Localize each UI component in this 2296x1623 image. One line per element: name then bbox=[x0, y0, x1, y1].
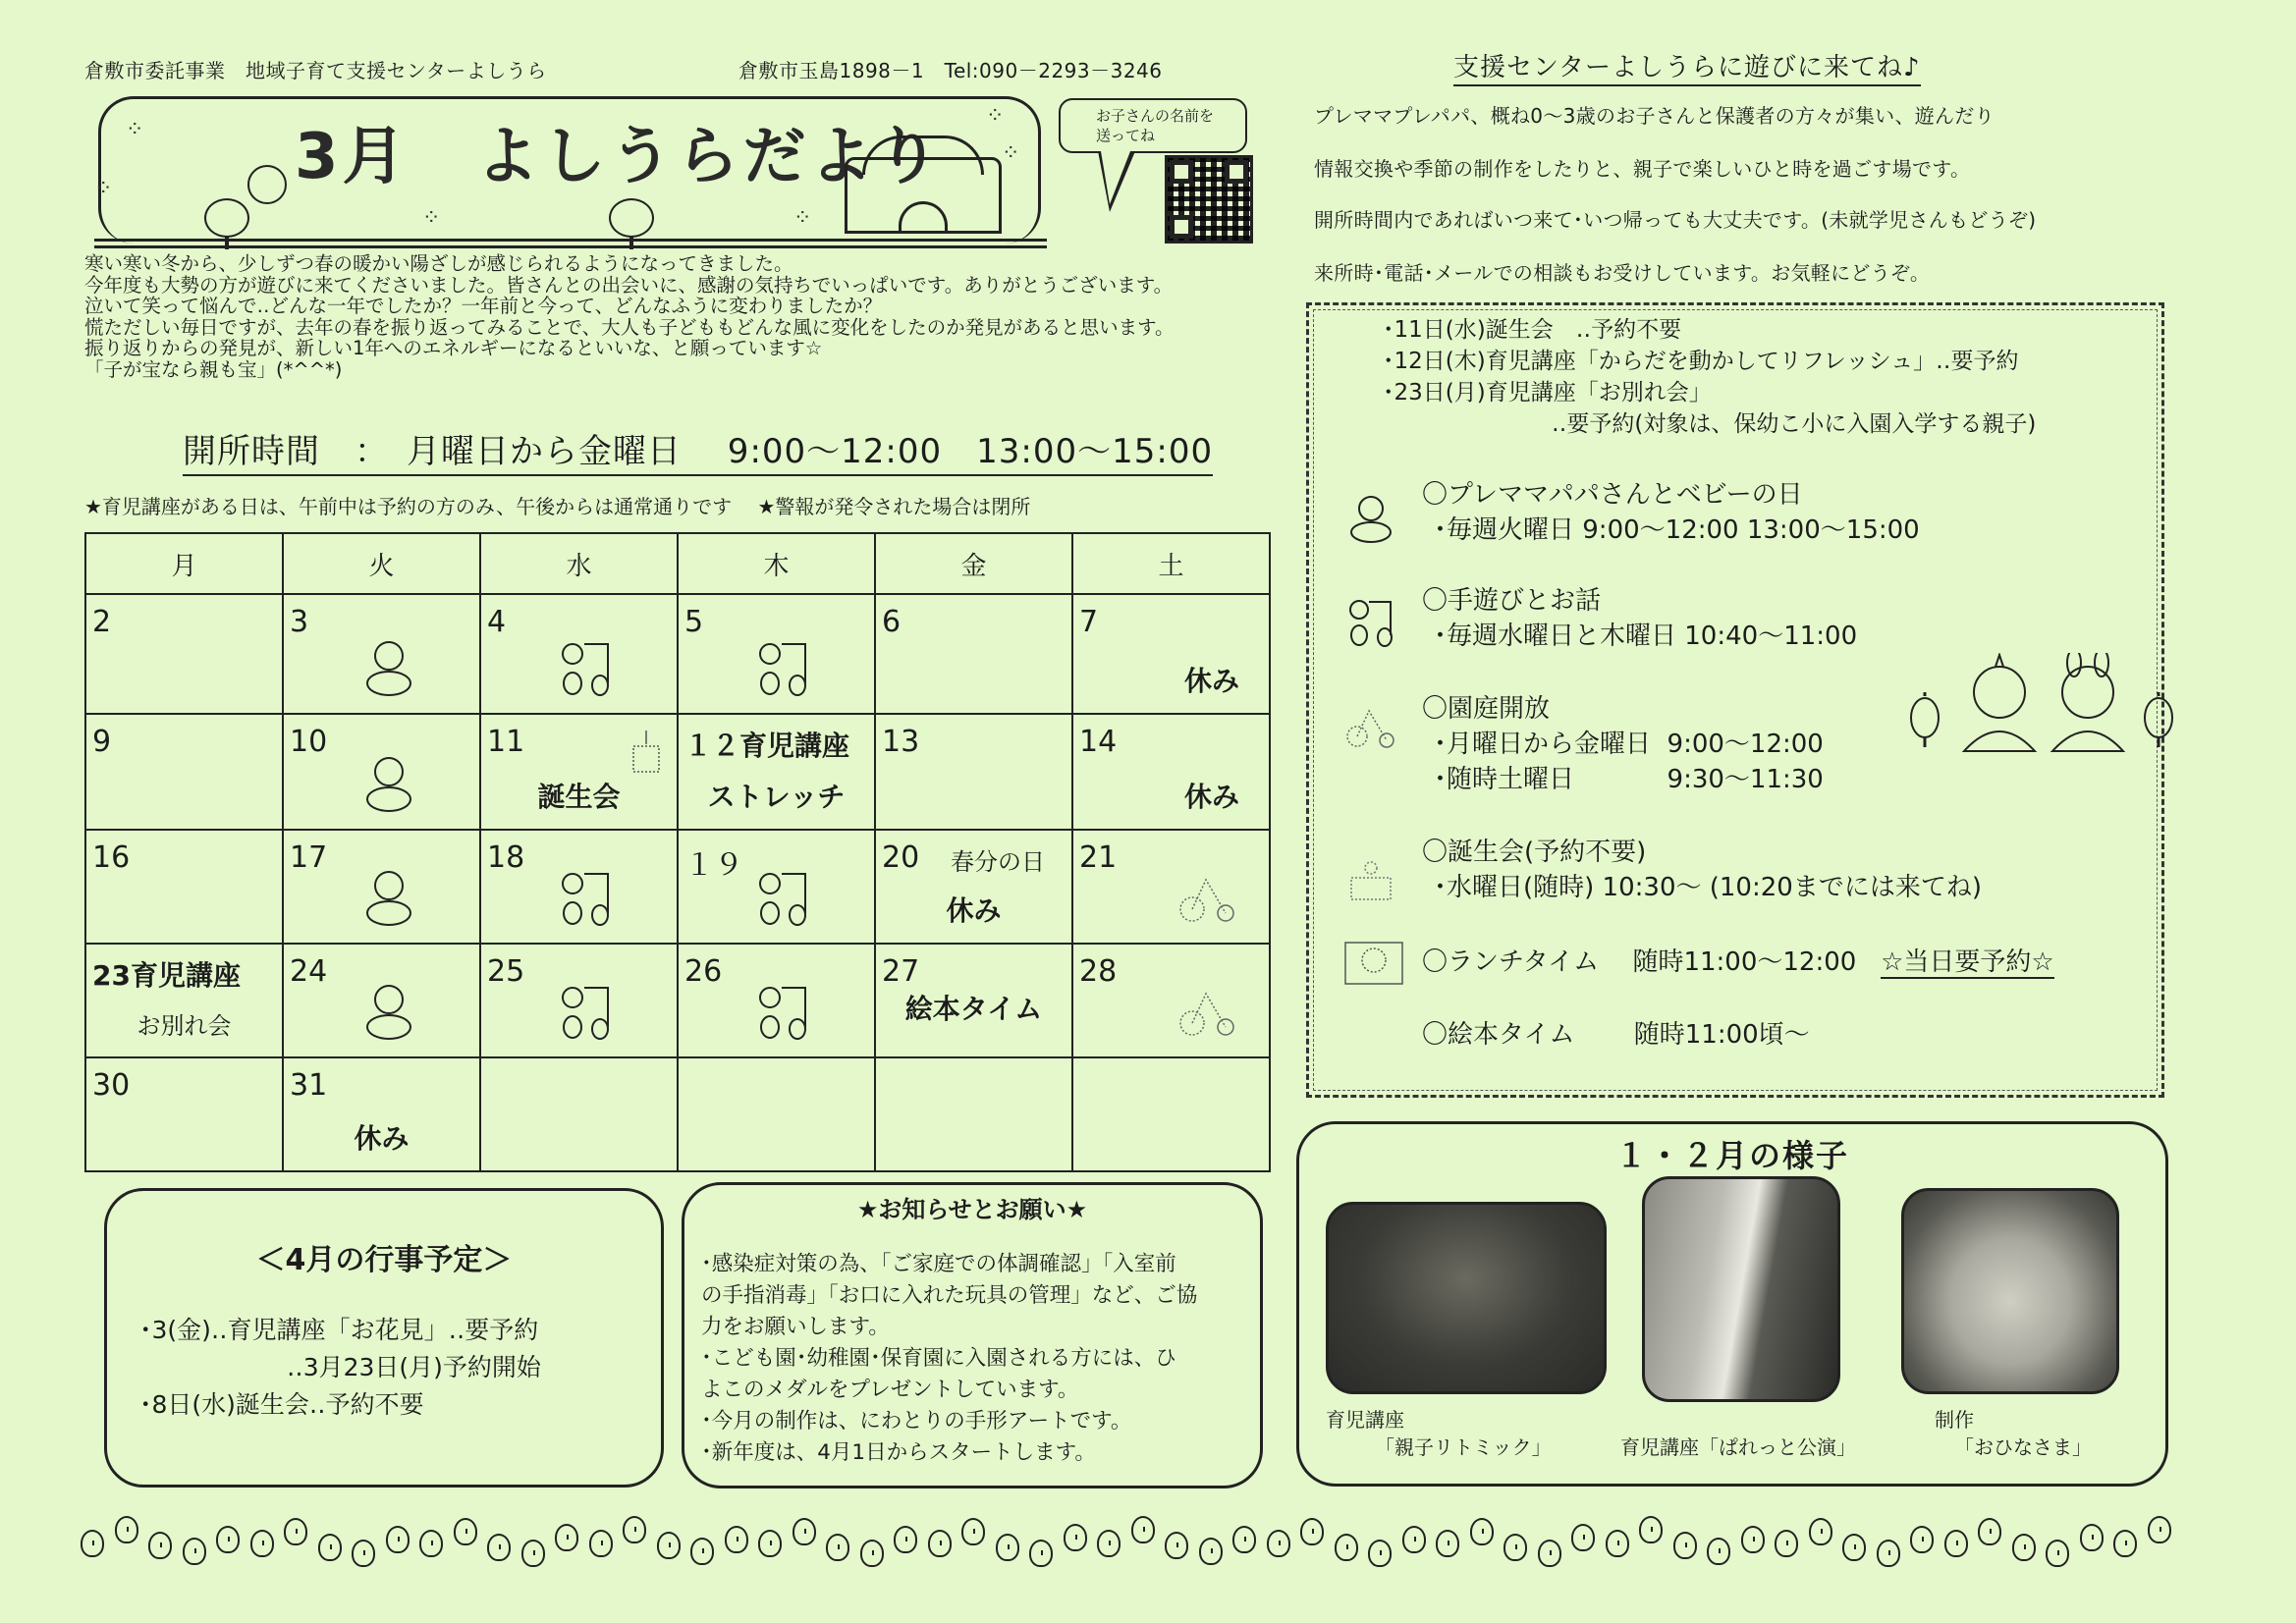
qr-code-icon[interactable] bbox=[1165, 155, 1253, 243]
march-calendar bbox=[84, 532, 1271, 1172]
day-number: １９ bbox=[684, 848, 743, 883]
ground-line bbox=[94, 245, 1047, 248]
day-number: 2 bbox=[92, 605, 112, 639]
chick-icon bbox=[487, 1534, 511, 1561]
chick-icon bbox=[1335, 1534, 1358, 1561]
calendar-week bbox=[85, 1057, 1270, 1171]
chick-icon bbox=[1673, 1532, 1697, 1559]
chick-icon bbox=[589, 1530, 613, 1557]
chick-icon bbox=[1877, 1540, 1900, 1567]
schedule-item-birthday bbox=[1422, 835, 1982, 905]
calendar-day bbox=[480, 944, 678, 1057]
calendar-day bbox=[875, 830, 1072, 944]
intro-line: 寒い寒い冬から、少しずつ春の暖かい陽ざしが感じられるようになってきました。 bbox=[84, 252, 793, 275]
qr-finder bbox=[1170, 215, 1193, 239]
address-phone: 倉敷市玉島1898－1 Tel:090－2293－3246 bbox=[738, 59, 1163, 82]
chick-icon bbox=[793, 1518, 816, 1545]
day-number: 25 bbox=[487, 954, 525, 989]
april-schedule-title: ＜4月の行事予定＞ bbox=[255, 1243, 513, 1277]
chick-icon bbox=[1300, 1518, 1324, 1545]
speech-tail-inner bbox=[1101, 151, 1130, 204]
caption-line: 制作 bbox=[1935, 1408, 1974, 1432]
photo-gallery-title: １・２月の様子 bbox=[1614, 1137, 1849, 1174]
calendar-day bbox=[283, 1057, 480, 1171]
bee-character-icon bbox=[247, 165, 287, 204]
notice-line: ･新年度は、4月1日からスタートします。 bbox=[701, 1440, 1096, 1465]
day-number: 21 bbox=[1079, 840, 1118, 875]
calendar-day bbox=[1072, 830, 1270, 944]
calendar-day bbox=[480, 714, 678, 830]
holiday-name: 春分の日 bbox=[951, 848, 1045, 876]
chick-icon bbox=[1503, 1534, 1527, 1561]
april-item: ･3(金)‥育児講座「お花見」‥要予約 bbox=[139, 1316, 539, 1344]
day-number: 16 bbox=[92, 840, 131, 875]
welcome-title: 支援センターよしうらに遊びに来てね♪ bbox=[1453, 47, 1921, 86]
sparkle-icon: ⁘ bbox=[793, 206, 812, 231]
calendar-day bbox=[85, 944, 283, 1057]
day-number: 6 bbox=[882, 605, 902, 639]
notice-line: の手指消毒」「お口に入れた玩具の管理」など、ご協 bbox=[701, 1283, 1198, 1308]
chick-icon bbox=[1368, 1540, 1392, 1567]
weekday-tue: 火 bbox=[283, 533, 480, 594]
chick-icon bbox=[657, 1532, 681, 1559]
birthday-cake-icon bbox=[629, 723, 663, 778]
chick-icon bbox=[996, 1534, 1019, 1561]
event-item: ‥要予約(対象は、保幼こ小に入園入学する親子) bbox=[1552, 411, 2037, 437]
intro-message bbox=[84, 253, 1175, 380]
chick-icon bbox=[1232, 1526, 1256, 1553]
calendar-week bbox=[85, 830, 1270, 944]
closed-label: 休み bbox=[1183, 665, 1239, 697]
chick-icon bbox=[690, 1538, 714, 1565]
chick-icon bbox=[758, 1530, 782, 1557]
birthday-label: 誕生会 bbox=[537, 781, 621, 813]
chick-icon bbox=[216, 1526, 240, 1553]
music-note-icon bbox=[1343, 594, 1398, 649]
photo-ohinasama bbox=[1901, 1188, 2119, 1394]
chick-icon bbox=[1775, 1530, 1798, 1557]
chick-icon bbox=[860, 1540, 884, 1567]
schedule-item-hand-play bbox=[1422, 583, 1857, 654]
calendar-day bbox=[85, 1057, 283, 1171]
intro-line: 泣いて笑って悩んで‥どんな一年でしたか？一年前と今って、どんなふうに変わりましたか？ bbox=[84, 295, 883, 317]
chick-icon bbox=[725, 1526, 748, 1553]
weekday-thu: 木 bbox=[678, 533, 875, 594]
chick-icon bbox=[1029, 1540, 1053, 1567]
chick-icon bbox=[183, 1538, 206, 1565]
welcome-paragraph: プレママプレパパ、概ね0～3歳のお子さんと保護者の方々が集い、遊んだり bbox=[1314, 104, 1995, 128]
calendar-day bbox=[875, 594, 1072, 714]
day-number: 10 bbox=[290, 725, 328, 759]
day-number: １２育児講座 bbox=[684, 730, 850, 762]
caption-line: 「親子リトミック」 bbox=[1375, 1435, 1552, 1459]
chick-icon bbox=[352, 1540, 375, 1567]
calendar-week bbox=[85, 594, 1270, 714]
schedule-title: 〇プレママパパさんとベビーの日 bbox=[1422, 480, 1803, 510]
intro-line: 「子が宝なら親も宝」(*^^*) bbox=[84, 357, 343, 381]
calendar-week bbox=[85, 714, 1270, 830]
calendar-day bbox=[678, 714, 875, 830]
day-number: 18 bbox=[487, 840, 525, 875]
photo-rhythmic bbox=[1326, 1202, 1607, 1394]
photo-caption bbox=[1326, 1406, 1552, 1461]
notice-title: ★お知らせとお願い★ bbox=[856, 1196, 1088, 1223]
music-note-icon bbox=[555, 980, 618, 1043]
qr-finder bbox=[1170, 160, 1193, 184]
weekday-wed: 水 bbox=[480, 533, 678, 594]
day-number: 27 bbox=[882, 954, 920, 989]
welcome-paragraph: 情報交換や季節の制作をしたりと、親子で楽しいひと時を過ごす場です。 bbox=[1314, 157, 1971, 181]
schedule-time: ･水曜日(随時) 10:30～ (10:20までには来てね) bbox=[1434, 873, 1982, 902]
schedule-title: 〇ランチタイム 随時11:00～12:00 bbox=[1422, 947, 1857, 977]
chick-icon bbox=[1097, 1530, 1121, 1557]
chick-icon bbox=[2113, 1530, 2137, 1557]
schedule-item-picture-book bbox=[1422, 1017, 1810, 1053]
chick-border-decoration bbox=[81, 1512, 2192, 1571]
speech-line: 送ってね bbox=[1096, 127, 1156, 144]
qr-finder bbox=[1225, 160, 1248, 184]
event-label: 絵本タイム bbox=[904, 993, 1043, 1025]
calendar-day bbox=[283, 830, 480, 944]
chick-icon bbox=[1606, 1530, 1629, 1557]
march-events-list bbox=[1383, 314, 2036, 440]
chick-icon bbox=[1842, 1534, 1866, 1561]
chick-icon bbox=[555, 1524, 578, 1551]
music-note-icon bbox=[555, 866, 618, 929]
schedule-item-garden-open bbox=[1422, 691, 1824, 797]
baby-icon bbox=[357, 752, 420, 815]
chick-icon bbox=[2080, 1524, 2104, 1551]
sparkle-icon: ⁘ bbox=[126, 118, 144, 142]
calendar-day bbox=[678, 944, 875, 1057]
baby-icon bbox=[357, 980, 420, 1043]
intro-line: 慌ただしい毎日ですが、去年の春を振り返ってみることで、大人も子どももどんな風に変化をしたのか発見があると思います。 bbox=[84, 315, 1175, 339]
chick-icon bbox=[148, 1532, 172, 1559]
speech-bubble bbox=[1059, 98, 1247, 153]
chick-icon bbox=[521, 1540, 545, 1567]
event-item: ･11日(水)誕生会 ‥予約不要 bbox=[1383, 317, 1682, 343]
chick-icon bbox=[2148, 1516, 2171, 1543]
chick-icon bbox=[1470, 1518, 1494, 1545]
welcome-paragraph: 来所時･電話･メールでの相談もお受けしています。お気軽にどうぞ。 bbox=[1314, 261, 1931, 285]
schedule-title: 〇手遊びとお話 bbox=[1422, 586, 1602, 616]
chick-icon bbox=[1910, 1526, 1934, 1553]
day-number: 20 bbox=[882, 840, 920, 875]
tricycle-icon bbox=[1176, 980, 1239, 1043]
calendar-day bbox=[1072, 594, 1270, 714]
chick-icon bbox=[1402, 1526, 1426, 1553]
tricycle-icon bbox=[1176, 866, 1239, 929]
day-number: 7 bbox=[1079, 605, 1099, 639]
baby-icon bbox=[357, 636, 420, 699]
april-item: ‥3月23日(月)予約開始 bbox=[139, 1353, 541, 1381]
day-number: 26 bbox=[684, 954, 723, 989]
chick-icon bbox=[894, 1526, 917, 1553]
day-number: 23育児講座 bbox=[92, 959, 241, 992]
chick-icon bbox=[1978, 1518, 2001, 1545]
newsletter-title: 3月 よしうらだより bbox=[295, 121, 944, 193]
schedule-time: ･毎週火曜日 9:00～12:00 13:00～15:00 bbox=[1434, 515, 1920, 545]
closed-label: 休み bbox=[354, 1122, 410, 1155]
day-number: 4 bbox=[487, 605, 507, 639]
schedule-title: 〇園庭開放 bbox=[1422, 694, 1551, 724]
music-note-icon bbox=[752, 866, 815, 929]
chick-icon bbox=[115, 1516, 138, 1543]
event-label: ストレッチ bbox=[707, 781, 846, 813]
chick-icon bbox=[1436, 1530, 1459, 1557]
notice-line: ･感染症対策の為、「ご家庭での体調確認」「入室前 bbox=[701, 1252, 1176, 1276]
chick-icon bbox=[318, 1534, 342, 1561]
chick-icon bbox=[1741, 1526, 1765, 1553]
tree-icon bbox=[609, 198, 654, 238]
calendar-day bbox=[480, 1057, 678, 1171]
chick-icon bbox=[1165, 1532, 1188, 1559]
sparkle-icon: ⁘ bbox=[986, 104, 1005, 129]
ground-line bbox=[94, 239, 1047, 242]
chick-icon bbox=[1571, 1524, 1595, 1551]
april-schedule-list bbox=[139, 1312, 541, 1424]
calendar-day bbox=[875, 944, 1072, 1057]
calendar-day bbox=[875, 1057, 1072, 1171]
schedule-title: 〇誕生会(予約不要) bbox=[1422, 838, 1647, 867]
chick-icon bbox=[826, 1534, 849, 1561]
speech-line: お子さんの名前を bbox=[1096, 107, 1215, 125]
calendar-day bbox=[875, 714, 1072, 830]
organization-name: 倉敷市委託事業 地域子育て支援センターよしうら bbox=[84, 59, 547, 82]
calendar-day bbox=[480, 594, 678, 714]
baby-icon bbox=[357, 866, 420, 929]
calendar-day bbox=[678, 1057, 875, 1171]
day-number: 17 bbox=[290, 840, 328, 875]
calendar-day bbox=[1072, 944, 1270, 1057]
april-item: ･8日(水)誕生会‥予約不要 bbox=[139, 1390, 424, 1419]
sparkle-icon: ⁘ bbox=[422, 206, 441, 231]
photo-caption bbox=[1620, 1434, 1856, 1461]
notice-list bbox=[701, 1249, 1197, 1469]
notice-line: 力をお願いします。 bbox=[701, 1315, 890, 1339]
chick-icon bbox=[1064, 1524, 1087, 1551]
chick-icon bbox=[1809, 1518, 1832, 1545]
closed-label: 休み bbox=[1183, 781, 1239, 813]
day-number: 9 bbox=[92, 725, 112, 759]
caption-line: 「おひなさま」 bbox=[1954, 1435, 2092, 1459]
notice-line: ･こども園･幼稚園･保育園に入園される方には、ひ bbox=[701, 1346, 1176, 1371]
chick-icon bbox=[284, 1518, 307, 1545]
day-number: 24 bbox=[290, 954, 328, 989]
calendar-day bbox=[85, 594, 283, 714]
chick-icon bbox=[81, 1530, 104, 1557]
calendar-day bbox=[85, 714, 283, 830]
photo-caption bbox=[1935, 1406, 2092, 1461]
day-number: 30 bbox=[92, 1068, 131, 1103]
caption-line: 育児講座 bbox=[1326, 1408, 1404, 1432]
notice-line: よこのメダルをプレゼントしています。 bbox=[701, 1378, 1079, 1402]
reservation-required: ☆当日要予約☆ bbox=[1881, 947, 2054, 977]
day-number: 11 bbox=[487, 725, 525, 759]
day-number: 14 bbox=[1079, 725, 1118, 759]
sparkle-icon: ⁘ bbox=[1002, 141, 1020, 166]
sparkle-icon: ⁘ bbox=[94, 177, 113, 201]
day-number: 5 bbox=[684, 605, 704, 639]
schedule-item-baby-day bbox=[1422, 477, 1920, 548]
schedule-time: ･毎週水曜日と木曜日 10:40～11:00 bbox=[1434, 622, 1858, 651]
photo-palette-show bbox=[1642, 1176, 1840, 1402]
calendar-day bbox=[1072, 1057, 1270, 1171]
chick-icon bbox=[1707, 1538, 1730, 1565]
calendar-day bbox=[283, 714, 480, 830]
day-number: 31 bbox=[290, 1068, 328, 1103]
chick-icon bbox=[250, 1530, 274, 1557]
day-number: 3 bbox=[290, 605, 309, 639]
day-number: 28 bbox=[1079, 954, 1118, 989]
hina-dolls-illustration bbox=[1905, 653, 2180, 771]
music-note-icon bbox=[752, 980, 815, 1043]
chick-icon bbox=[386, 1526, 410, 1553]
birthday-cake-icon bbox=[1343, 852, 1398, 907]
calendar-day bbox=[283, 594, 480, 714]
event-label: お別れ会 bbox=[137, 1012, 232, 1040]
calendar-day bbox=[85, 830, 283, 944]
caption-line: 育児講座「ぱれっと公演」 bbox=[1620, 1435, 1856, 1459]
chick-icon bbox=[2012, 1534, 2036, 1561]
notice-line: ･今月の制作は、にわとりの手形アートです。 bbox=[701, 1409, 1132, 1434]
chick-icon bbox=[1538, 1540, 1561, 1567]
chick-icon bbox=[1199, 1538, 1223, 1565]
baby-icon bbox=[1343, 491, 1398, 546]
calendar-day bbox=[678, 594, 875, 714]
opening-hours: 開所時間 ： 月曜日から金曜日 9:00～12:00 13:00～15:00 bbox=[183, 424, 1213, 476]
event-item: ･12日(木)育児講座「からだを動かしてリフレッシュ」‥要予約 bbox=[1383, 349, 2019, 374]
weekday-header-row bbox=[85, 533, 1270, 594]
chick-icon bbox=[1131, 1516, 1155, 1543]
event-item: ･23日(月)育児講座「お別れ会」 bbox=[1383, 380, 1712, 406]
weekday-fri: 金 bbox=[875, 533, 1072, 594]
schedule-time: ･月曜日から金曜日 9:00～12:00 bbox=[1434, 730, 1824, 759]
calendar-day bbox=[480, 830, 678, 944]
chick-icon bbox=[419, 1530, 443, 1557]
music-note-icon bbox=[752, 636, 815, 699]
calendar-day bbox=[678, 830, 875, 944]
schedule-title: 〇絵本タイム 随時11:00頃～ bbox=[1422, 1020, 1810, 1050]
welcome-paragraph: 開所時間内であればいつ来て･いつ帰っても大丈夫です。(未就学児さんもどうぞ) bbox=[1314, 208, 2037, 232]
calendar-day bbox=[283, 944, 480, 1057]
calendar-week bbox=[85, 944, 1270, 1057]
tricycle-icon bbox=[1343, 699, 1398, 754]
schedule-item-lunch bbox=[1422, 945, 2054, 980]
chick-icon bbox=[454, 1518, 477, 1545]
schedule-time: ･随時土曜日 9:30～11:30 bbox=[1434, 765, 1824, 794]
chick-icon bbox=[623, 1516, 646, 1543]
weekday-sat: 土 bbox=[1072, 533, 1270, 594]
tree-icon bbox=[204, 198, 249, 238]
chick-icon bbox=[2046, 1540, 2069, 1567]
calendar-day bbox=[1072, 714, 1270, 830]
calendar-notes: ★育児講座がある日は、午前中は予約の方のみ、午後からは通常通りです ★警報が発令された場合は閉所 bbox=[84, 495, 1031, 518]
music-note-icon bbox=[555, 636, 618, 699]
chick-icon bbox=[961, 1518, 985, 1545]
intro-line: 今年度も大勢の方が遊びに来てくださいました。皆さんとの出会いに、感謝の気持ちでいっぱいです。ありがとうございます。 bbox=[84, 273, 1174, 297]
intro-line: 振り返りからの発見が、新しい1年へのエネルギーになるといいな、と願っています☆ bbox=[84, 337, 823, 359]
chick-icon bbox=[1944, 1530, 1968, 1557]
chick-icon bbox=[928, 1530, 952, 1557]
day-number: 13 bbox=[882, 725, 920, 759]
chick-icon bbox=[1639, 1516, 1663, 1543]
chick-icon bbox=[1267, 1530, 1290, 1557]
lunch-icon bbox=[1343, 941, 1404, 986]
weekday-mon: 月 bbox=[85, 533, 283, 594]
closed-label: 休み bbox=[946, 894, 1002, 927]
